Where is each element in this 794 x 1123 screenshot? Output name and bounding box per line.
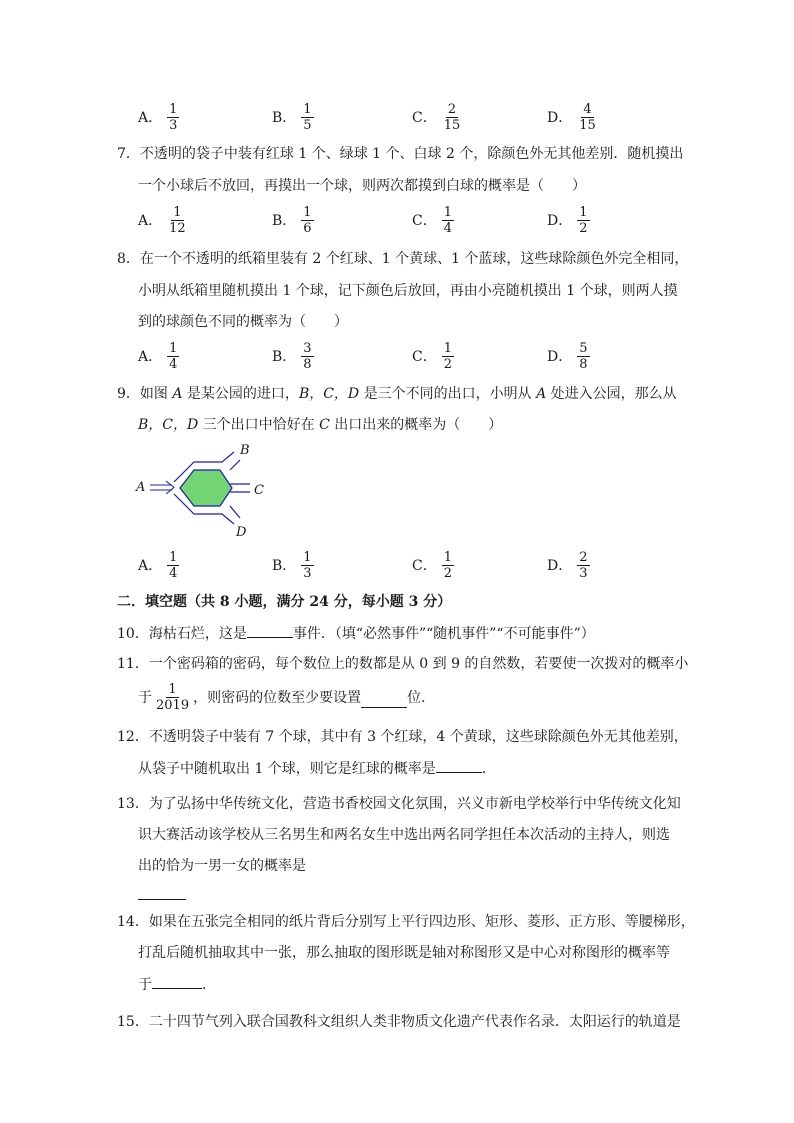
fraction: $\frac{1}{3}$: [169, 101, 178, 133]
fraction: $\frac{1}{2}$: [579, 204, 588, 236]
q6-option-d: D． $\frac{4}{15}$: [547, 101, 596, 133]
fraction: $\frac{1}{2019}$: [156, 681, 190, 713]
fraction: $\frac{1}{2}$: [443, 549, 452, 581]
label-d: D: [236, 525, 247, 540]
q14-line-1: 14．如果在五张完全相同的纸片背后分别写上平行四边形、矩形、菱形、正方形、等腰梯形，: [117, 914, 695, 930]
q7-option-c: C． $\frac{1}{4}$: [412, 204, 452, 236]
q12-line-1: 12．不透明袋子中装有 7 个球，其中有 3 个红球，4 个黄球，这些球除颜色外无其他差别，: [117, 729, 688, 745]
answer-blank: [138, 885, 186, 900]
fraction: $\frac{4}{15}$: [579, 101, 596, 133]
q12-line-2: 从袋子中随机取出 1 个球，则它是红球的概率是 ．: [138, 758, 496, 779]
label-a: A: [136, 480, 146, 495]
q13-line-1: 13．为了弘扬中华传统文化，营造书香校园文化氛围，兴义市新电学校举行中华传统文化知: [117, 796, 681, 812]
q11-line-2: 于 $\frac{1}{2019}$ ，则密码的位数至少要设置 位．: [138, 681, 436, 713]
inner-path: [230, 460, 240, 470]
answer-blank: [152, 974, 202, 989]
q8-line-3: 到的球颜色不同的概率为（ ）: [138, 314, 348, 330]
q7-line-1: 7．不透明的袋子中装有红球 1 个、绿球 1 个、白球 2 个，除颜色外无其他差别．随机摸出: [117, 146, 684, 162]
q14-line-2: 打乱后随机抽取其中一张，那么抽取的图形既是轴对称图形又是中心对称图形的概率等: [138, 945, 670, 961]
q8-line-1: 8．在一个不透明的纸箱里装有 2 个红球、1 个黄球、1 个蓝球，这些球除颜色外完全相同，: [117, 251, 689, 267]
q13-line-3: 出的恰为一男一女的概率是: [138, 858, 306, 874]
fraction: $\frac{1}{4}$: [169, 549, 178, 581]
q8-option-b: B． $\frac{3}{8}$: [272, 340, 312, 372]
arrow-head: [166, 481, 174, 494]
q11-line-1: 11．一个密码箱的密码，每个数位上的数都是从 0 到 9 的自然数，若要使一次拨对的概率小: [117, 656, 689, 672]
section-heading: 二．填空题（共 8 小题，满分 24 分，每小题 3 分）: [117, 594, 452, 610]
green-hexagon: [180, 470, 232, 506]
answer-blank: [247, 623, 293, 638]
q10-line: 10．海枯石烂，这是 事件．（填“必然事件”“随机事件”“不可能事件”）: [117, 623, 595, 644]
label-c: C: [254, 483, 264, 498]
q13-line-2: 识大赛活动该学校从三名男生和两名女生中选出两名同学担任本次活动的主持人，则选: [138, 827, 670, 843]
q6-option-b: B． $\frac{1}{5}$: [272, 101, 312, 133]
answer-blank: [361, 693, 407, 708]
fraction: $\frac{1}{2}$: [443, 340, 452, 372]
q9-option-b: B． $\frac{1}{3}$: [272, 549, 312, 581]
answer-blank: [436, 758, 482, 773]
q14-line-3: 于 ．: [138, 974, 216, 995]
q6-option-a: A． $\frac{1}{3}$: [138, 101, 178, 133]
q6-option-c: C． $\frac{2}{15}$: [412, 101, 461, 133]
fraction: $\frac{1}{4}$: [169, 340, 178, 372]
q9-line-2: B，C，D 三个出口中恰好在 C 出口出来的概率为（ ）: [138, 417, 503, 433]
fraction: $\frac{1}{12}$: [169, 204, 186, 236]
q8-option-d: D． $\frac{5}{8}$: [547, 340, 588, 372]
fraction: $\frac{1}{5}$: [303, 101, 312, 133]
q7-option-d: D． $\frac{1}{2}$: [547, 204, 588, 236]
q8-line-2: 小明从纸箱里随机摸出 1 个球，记下颜色后放回，再由小亮随机摸出 1 个球，则两人摸: [138, 283, 678, 299]
inner-path: [230, 506, 240, 518]
fraction: $\frac{1}{3}$: [303, 549, 312, 581]
q7-option-a: A． $\frac{1}{12}$: [138, 204, 186, 236]
q9-option-d: D． $\frac{2}{3}$: [547, 549, 588, 581]
fraction: $\frac{3}{8}$: [303, 340, 312, 372]
q7-option-b: B． $\frac{1}{6}$: [272, 204, 312, 236]
q7-line-2: 一个小球后不放回，再摸出一个球，则两次都摸到白球的概率是（ ）: [138, 178, 586, 194]
q8-option-a: A． $\frac{1}{4}$: [138, 340, 178, 372]
label-b: B: [240, 443, 250, 458]
fraction: $\frac{1}{4}$: [443, 204, 452, 236]
q15-line-1: 15．二十四节气列入联合国教科文组织人类非物质文化遗产代表作名录．太阳运行的轨道是: [117, 1014, 681, 1030]
fraction: $\frac{2}{3}$: [579, 549, 588, 581]
q9-option-c: C． $\frac{1}{2}$: [412, 549, 452, 581]
q9-option-a: A． $\frac{1}{4}$: [138, 549, 178, 581]
q8-option-c: C． $\frac{1}{2}$: [412, 340, 452, 372]
fraction: $\frac{5}{8}$: [579, 340, 588, 372]
park-figure: [134, 440, 274, 540]
fraction: $\frac{2}{15}$: [443, 101, 461, 133]
fraction: $\frac{1}{6}$: [303, 204, 312, 236]
q9-line-1: 9．如图 A 是某公园的进口，B，C，D 是三个不同的出口，小明从 A 处进入公园，那么从: [117, 386, 677, 402]
